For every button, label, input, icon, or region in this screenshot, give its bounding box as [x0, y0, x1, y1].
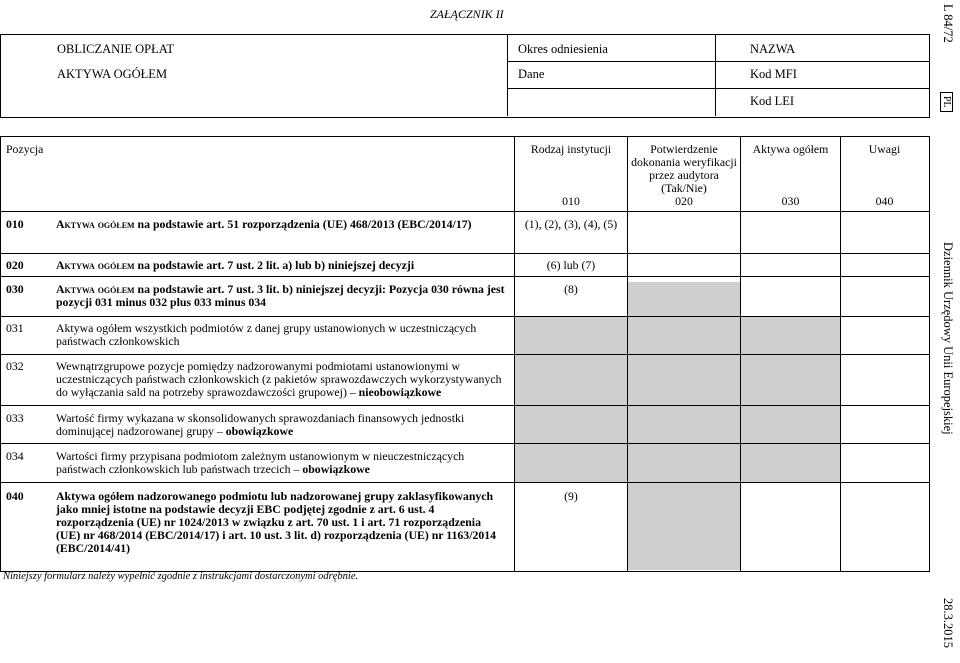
publication-date: 28.3.2015	[941, 598, 955, 648]
row-line-034	[0, 482, 929, 483]
header-divider-1	[507, 34, 508, 116]
row-institution-type: (9)	[564, 489, 578, 503]
header-hline-2	[507, 88, 929, 89]
col-header-remarks: Uwagi	[868, 142, 901, 156]
period-label: Okres odniesienia	[518, 42, 608, 56]
row-line-033	[0, 443, 929, 444]
language-code: PL	[940, 92, 955, 112]
row-line-header	[0, 211, 929, 212]
row-line-020	[0, 276, 929, 277]
shaded-confirm-col	[628, 282, 740, 570]
header-title-1: OBLICZANIE OPŁAT	[57, 42, 175, 56]
col-code-040: 040	[875, 194, 894, 208]
name-label: NAZWA	[750, 42, 796, 56]
mfi-label: Kod MFI	[750, 67, 797, 81]
row-line-032	[0, 405, 929, 406]
annex-title: ZAŁĄCZNIK II	[430, 7, 504, 21]
lei-label: Kod LEI	[750, 94, 795, 108]
row-code: 033	[6, 411, 24, 425]
row-code: 020	[6, 258, 24, 272]
row-institution-type: (1), (2), (3), (4), (5)	[524, 217, 618, 231]
shaded-type-col	[515, 316, 627, 482]
col-code-030: 030	[781, 194, 800, 208]
row-line-030	[0, 316, 929, 317]
shaded-assets-col	[741, 316, 840, 482]
row-code: 040	[6, 489, 24, 503]
row-description: Aktywa ogółem wszystkich podmiotów z danej grupy ustanowionych w uczestniczących państwach członkowskich	[56, 321, 477, 348]
footnote: Niniejszy formularz należy wypełnić zgodnie z instrukcjami dostarczonymi odrębnie.	[3, 571, 359, 582]
data-label: Dane	[518, 67, 545, 81]
row-description: Aktywa ogółem na podstawie art. 51 rozporządzenia (UE) 468/2013 (EBC/2014/17)	[56, 217, 472, 231]
col-code-020: 020	[675, 194, 693, 208]
row-code: 031	[6, 321, 24, 335]
header-title-2: AKTYWA OGÓŁEM	[57, 67, 168, 81]
row-description: Wartość firmy wykazana w skonsolidowanych sprawozdaniach finansowych jednostki dominującej nadzorowanej grupy – obowiązkowe	[56, 411, 465, 438]
col-header-confirmation: Potwierdzenie dokonania weryfikacji przez audytora (Tak/Nie)	[631, 142, 737, 195]
row-institution-type: (6) lub (7)	[546, 258, 596, 272]
row-description: Aktywa ogółem nadzorowanego podmiotu lub nadzorowanej grupy zaklasyfikowanych jako mniej istotne na podstawie decyzji EBC podjętej zgodnie z art. 6 ust. 4 rozporządzenia (UE) nr 1024/2013 w związku z art. 70 ust. 1 i art. 71 rozporządzenia (UE) nr 468/2014 (EBC/2014/17) i art. 10 ust. 3 lit. d) rozporządzenia (UE) nr 1163/2014 (EBC/2014/41)	[56, 489, 497, 555]
row-line-010	[0, 253, 929, 254]
col-header-position: Pozycja	[6, 142, 44, 156]
row-description: Wartości firmy przypisana podmiotom zależnym ustanowionym w nieuczestniczących państwach członkowskich lub państwach trzecich – obowiązkowe	[56, 449, 465, 476]
col-code-010: 010	[562, 194, 580, 208]
col-header-institution-type: Rodzaj instytucji	[530, 142, 612, 156]
row-description: Aktywa ogółem na podstawie art. 7 ust. 2 lit. a) lub b) niniejszej decyzji	[56, 258, 415, 272]
header-divider-2	[715, 34, 716, 116]
row-code: 032	[6, 359, 24, 373]
header-hline-1	[507, 61, 929, 62]
row-description: Wewnątrzgrupowe pozycje pomiędzy nadzorowanymi podmiotami ustanowionymi w uczestniczących państwach członkowskich (z pakietów sprawozdawczych wykorzystywanych do wyłączania sald na potrzeby sprawozdawczości grupowej) – nieobowiązkowe	[56, 359, 502, 399]
col-header-total-assets: Aktywa ogółem	[752, 142, 829, 156]
row-institution-type: (8)	[564, 282, 578, 296]
row-code: 010	[6, 217, 24, 231]
row-line-031	[0, 354, 929, 355]
row-code: 034	[6, 449, 24, 463]
row-code: 030	[6, 282, 24, 296]
journal-title: Dziennik Urzędowy Unii Europejskiej	[941, 242, 955, 435]
row-description: Aktywa ogółem na podstawie art. 7 ust. 3 lit. b) niniejszej decyzji: Pozycja 030 równa jest pozycji 031 minus 032 plus 033 minus 034	[56, 282, 505, 309]
page-reference: L 84/72	[941, 4, 955, 43]
